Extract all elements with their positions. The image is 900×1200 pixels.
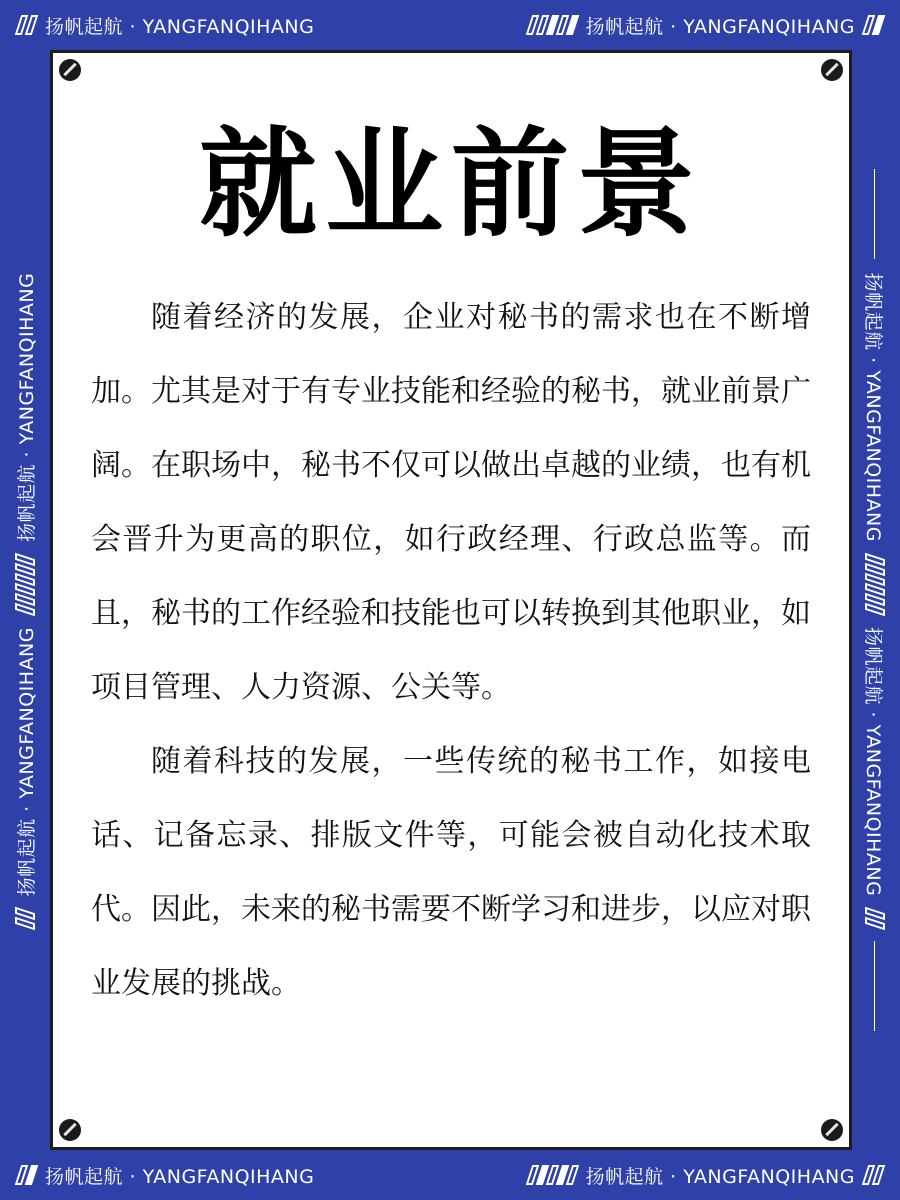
- divider-line: [875, 941, 876, 1031]
- slash-decoration-icon: [18, 1165, 35, 1185]
- slash-decoration-icon: [18, 15, 35, 35]
- slash-decoration-icon: [865, 1165, 882, 1185]
- slash-decoration-icon: [865, 15, 882, 35]
- bottom-band-text-left: 扬帆起航 · YANGFANQIHANG: [45, 1165, 315, 1188]
- screw-icon: [821, 59, 843, 81]
- slash-decoration-icon: [15, 556, 35, 613]
- screw-icon: [59, 59, 81, 81]
- slash-decoration-icon: [865, 556, 885, 613]
- left-band: [0, 50, 50, 1150]
- slash-decoration-icon: [529, 1165, 576, 1185]
- bottom-band-text-right: 扬帆起航 · YANGFANQIHANG: [585, 1165, 855, 1188]
- bottom-band-center: [529, 1162, 882, 1189]
- right-band-text-2: 扬帆起航 · YANGFANQIHANG: [862, 627, 885, 897]
- divider-line: [875, 169, 876, 259]
- top-band: [0, 0, 900, 50]
- page-title: 就业前景: [198, 115, 703, 253]
- left-band-text-2: 扬帆起航 · YANGFANQIHANG: [15, 272, 38, 542]
- slash-decoration-icon: [15, 910, 35, 927]
- top-band-text-left: 扬帆起航 · YANGFANQIHANG: [45, 15, 315, 38]
- screw-icon: [821, 1119, 843, 1141]
- slash-decoration-icon: [529, 15, 576, 35]
- slash-decoration-icon: [865, 910, 885, 927]
- content-card: [50, 50, 852, 1150]
- left-band-text-1: 扬帆起航 · YANGFANQIHANG: [15, 627, 38, 897]
- right-band-text-1: 扬帆起航 · YANGFANQIHANG: [862, 272, 885, 542]
- top-band-center: [529, 12, 882, 39]
- paragraph: 随着经济的发展，企业对秘书的需求也在不断增加。尤其是对于有专业技能和经验的秘书，就业前景广阔。在职场中，秘书不仅可以做出卓越的业绩，也有机会晋升为更高的职位，如行政经理、行政总监等。而且，秘书的工作经验和技能也可以转换到其他职业，如项目管理、人力资源、公关等。: [91, 300, 811, 705]
- screw-icon: [59, 1119, 81, 1141]
- top-band-text-right: 扬帆起航 · YANGFANQIHANG: [585, 15, 855, 38]
- right-band: [850, 50, 900, 1150]
- bottom-band: [0, 1150, 900, 1200]
- top-band-left: [18, 12, 314, 39]
- paragraph: 随着科技的发展，一些传统的秘书工作，如接电话、记备忘录、排版文件等，可能会被自动化技术取代。因此，未来的秘书需要不断学习和进步，以应对职业发展的挑战。: [91, 744, 811, 1001]
- bottom-band-left: [18, 1162, 314, 1189]
- article-body: [91, 281, 811, 1021]
